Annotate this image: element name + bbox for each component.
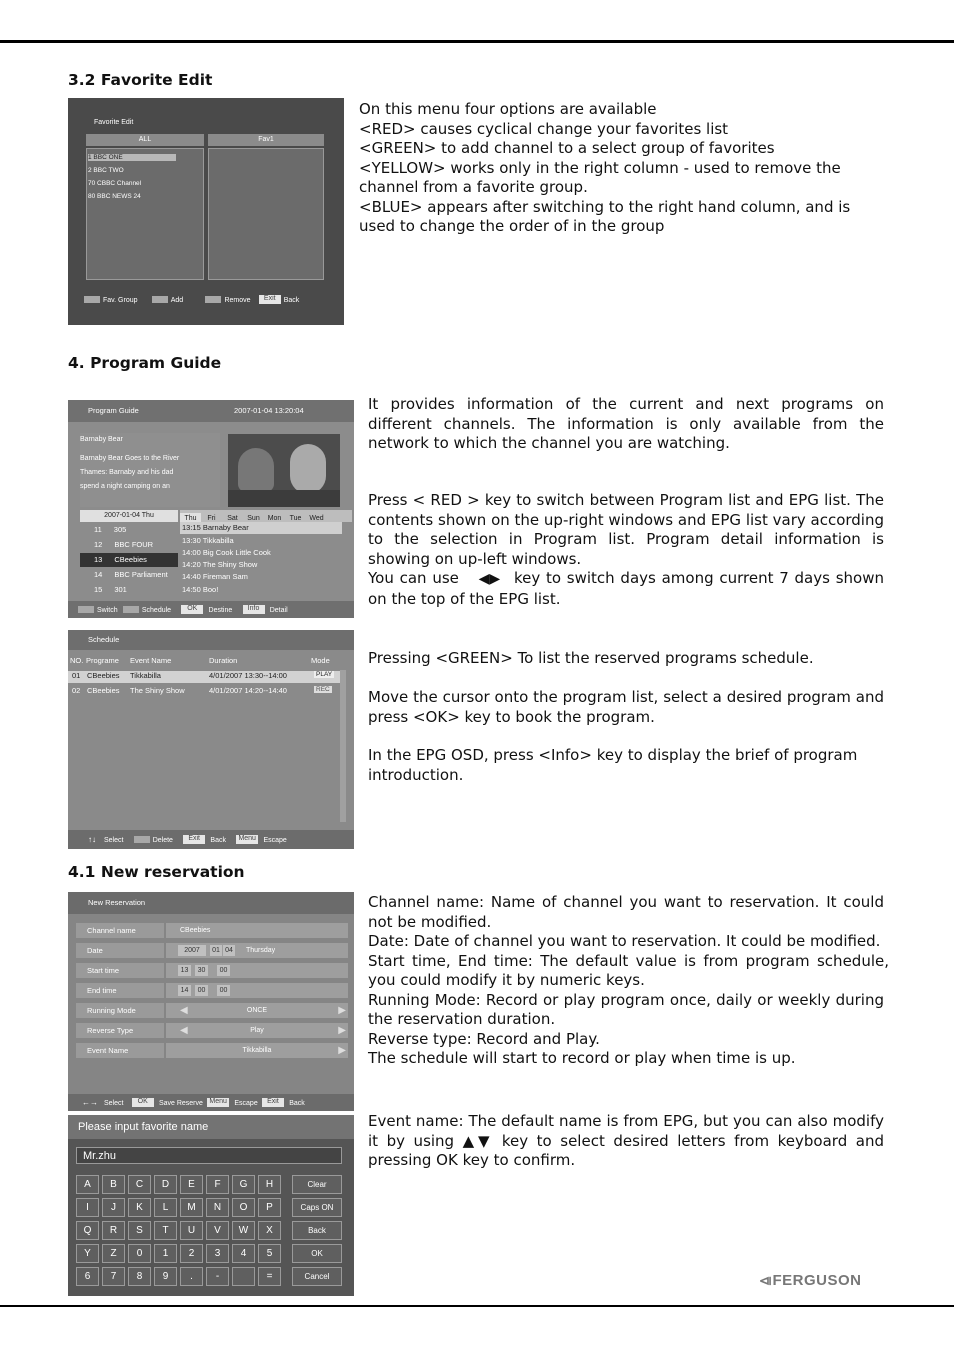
- kb-key[interactable]: F: [206, 1175, 229, 1194]
- pg-event-row[interactable]: 13:30 Tikkabilla: [182, 536, 234, 545]
- kb-key[interactable]: S: [128, 1221, 151, 1240]
- kb-key[interactable]: 2: [180, 1244, 203, 1263]
- kb-name-input[interactable]: Mr.zhu: [76, 1147, 342, 1164]
- fav-channel-item[interactable]: 1 BBC ONE: [88, 154, 176, 161]
- arrow-left-icon: ◀: [180, 1025, 188, 1036]
- program-guide-text-2: Press < RED > key to switch between Program list and EPG list. The contents shown on the up-right windows and EPG list vary according to the selection in Program list. Program detail information is showing on up-left windows. You can use ◀▶ key to switch days among current 7 days shown on the top of the EPG list.: [368, 491, 884, 608]
- sch-header: NO. Programe Event Name Duration Mode: [70, 656, 330, 665]
- pg-date: 2007-01-04 Thu: [80, 510, 178, 522]
- kb-key[interactable]: L: [154, 1198, 177, 1217]
- sch-row[interactable]: 02 CBeebies The Shiny Show 4/01/2007 14:20--14:40 REC: [72, 686, 330, 695]
- schedule-screenshot: [68, 630, 354, 849]
- res-label: Date: [76, 943, 164, 958]
- program-guide-screenshot: [68, 400, 354, 618]
- favorite-edit-heading: 3.2 Favorite Edit: [68, 71, 213, 89]
- arrow-right-icon: ▶: [338, 1005, 346, 1016]
- sch-row[interactable]: 01 CBeebies Tikkabilla 4/01/2007 13:30--14:00 PLAY: [68, 671, 340, 683]
- day-tab[interactable]: Thu: [180, 513, 201, 525]
- kb-key[interactable]: Z: [102, 1244, 125, 1263]
- pg-event-row[interactable]: 14:00 Big Cook Little Cook: [182, 548, 271, 557]
- res-label: Start time: [76, 963, 164, 978]
- pg-event-row[interactable]: 14:20 The Shiny Show: [182, 560, 258, 569]
- kb-key[interactable]: [232, 1267, 255, 1286]
- arrow-right-icon: ▶: [338, 1045, 346, 1056]
- kb-caps-on-button[interactable]: Caps ON: [292, 1198, 342, 1217]
- kb-key[interactable]: X: [258, 1221, 281, 1240]
- kb-key[interactable]: J: [102, 1198, 125, 1217]
- favorite-edit-text: On this menu four options are available <RED> causes cyclical change your favorites list <GREEN> to add channel to a select group of favorites <YELLOW> works only in the right column - used to remove the channel from a favorite group. <BLUE> appears after switching to the right hand column, and is used to change the order of in the group: [359, 100, 851, 235]
- kb-key[interactable]: V: [206, 1221, 229, 1240]
- new-reservation-heading: 4.1 New reservation: [68, 863, 245, 881]
- kb-back-button[interactable]: Back: [292, 1221, 342, 1240]
- program-guide-text: It provides information of the current and next programs on different channels. The information is only available from the network to which the channel you are watching.: [368, 395, 884, 452]
- day-tab[interactable]: Sun: [247, 515, 260, 522]
- day-tab[interactable]: Sat: [227, 515, 238, 522]
- pg-title: Program Guide: [88, 406, 139, 415]
- kb-key[interactable]: 9: [154, 1267, 177, 1286]
- pg-channel-row[interactable]: 12 BBC FOUR: [94, 540, 154, 549]
- fav-right-panel: [208, 148, 324, 280]
- res-label: Channel name: [76, 923, 164, 938]
- kb-key[interactable]: Y: [76, 1244, 99, 1263]
- booking-text: Move the cursor onto the program list, select a desired program and press <OK> key to book the program.: [368, 688, 884, 726]
- pg-detail-panel: Barnaby Bear Barnaby Bear Goes to the River Thames: Barnaby and his dad spend a night camping on an: [80, 433, 220, 507]
- fav-channel-item[interactable]: 70 CBBC Channel: [88, 180, 142, 187]
- kb-key[interactable]: 5: [258, 1244, 281, 1263]
- kb-key[interactable]: I: [76, 1198, 99, 1217]
- day-tab[interactable]: Wed: [309, 515, 324, 522]
- pg-video-preview: [228, 434, 340, 507]
- favorite-edit-screenshot: [68, 98, 344, 325]
- kb-key[interactable]: M: [180, 1198, 203, 1217]
- pg-event-row[interactable]: 14:50 Boo!: [182, 585, 219, 594]
- pg-event-row[interactable]: 13:15 Barnaby Bear: [180, 522, 342, 534]
- fav-legend: Fav. Group Add Remove Exit Back: [68, 293, 344, 307]
- program-guide-heading: 4. Program Guide: [68, 354, 222, 372]
- kb-key[interactable]: C: [128, 1175, 151, 1194]
- arrow-right-icon: ▶: [338, 1025, 346, 1036]
- kb-key[interactable]: 7: [102, 1267, 125, 1286]
- kb-key[interactable]: K: [128, 1198, 151, 1217]
- pg-datetime: 2007-01-04 13:20:04: [234, 406, 304, 415]
- kb-key[interactable]: Q: [76, 1221, 99, 1240]
- kb-key[interactable]: P: [258, 1198, 281, 1217]
- kb-key[interactable]: D: [154, 1175, 177, 1194]
- kb-key[interactable]: .: [180, 1267, 203, 1286]
- kb-key[interactable]: B: [102, 1175, 125, 1194]
- kb-key[interactable]: E: [180, 1175, 203, 1194]
- pg-event-row[interactable]: 14:40 Fireman Sam: [182, 572, 248, 581]
- keyboard-screenshot: [68, 1115, 354, 1296]
- top-rule: [0, 40, 954, 43]
- kb-key[interactable]: A: [76, 1175, 99, 1194]
- pg-day-tabs: [180, 510, 352, 522]
- res-type-select[interactable]: ◀ Play ▶: [166, 1023, 348, 1038]
- kb-key[interactable]: U: [180, 1221, 203, 1240]
- kb-key[interactable]: G: [232, 1175, 255, 1194]
- kb-key[interactable]: 8: [128, 1267, 151, 1286]
- kb-key[interactable]: -: [206, 1267, 229, 1286]
- kb-key[interactable]: 0: [128, 1244, 151, 1263]
- pg-channel-row[interactable]: 13 CBeebies: [80, 553, 178, 567]
- res-start-field[interactable]: 13 30 00: [166, 963, 348, 978]
- reservation-text: Channel name: Name of channel you want to reservation. It could not be modified. Date: Date of channel you want to reservation. It could be modified. Start time, End time: The default value is from program schedule, you could modify it by numeric keys. Running Mode: Record or play program once, daily or weekly during the reservation duration. Reverse type: Record and Play. The schedule will start to record or play when time is up.: [368, 893, 889, 1067]
- left-right-arrows-icon: ◀▶: [478, 571, 501, 587]
- fav-right-header: Fav1: [208, 134, 324, 146]
- sch-legend: ↑↓ Select Delete Exit Back Menu Escape: [68, 830, 354, 849]
- pg-channel-row[interactable]: 15 301: [94, 585, 127, 594]
- day-tab[interactable]: Mon: [267, 515, 282, 522]
- logo-mark-icon: ⧏: [759, 1273, 773, 1288]
- kb-key[interactable]: 6: [76, 1267, 99, 1286]
- sch-title: Schedule: [88, 635, 120, 644]
- pg-channel-row[interactable]: 11 305: [94, 525, 127, 534]
- pg-legend: Switch Schedule OK Destine Info Detail: [68, 601, 354, 618]
- kb-key[interactable]: 1: [154, 1244, 177, 1263]
- pg-channel-row[interactable]: 14 BBC Parliament: [94, 570, 168, 579]
- day-tab[interactable]: Tue: [289, 515, 302, 522]
- kb-key[interactable]: R: [102, 1221, 125, 1240]
- day-tab[interactable]: Fri: [207, 515, 216, 522]
- kb-cancel-button[interactable]: Cancel: [292, 1267, 342, 1286]
- arrow-left-icon: ◀: [180, 1005, 188, 1016]
- kb-key[interactable]: H: [258, 1175, 281, 1194]
- kb-key[interactable]: W: [232, 1221, 255, 1240]
- kb-ok-button[interactable]: OK: [292, 1244, 342, 1263]
- fav-left-header: ALL: [86, 134, 204, 146]
- fav-channel-item[interactable]: 2 BBC TWO: [88, 167, 124, 174]
- kb-key[interactable]: T: [154, 1221, 177, 1240]
- kb-key[interactable]: =: [258, 1267, 281, 1286]
- res-label: End time: [76, 983, 164, 998]
- res-title: New Reservation: [88, 898, 146, 907]
- info-text: In the EPG OSD, press <Info> key to display the brief of program introduction.: [368, 746, 858, 784]
- res-label: Event Name: [76, 1043, 164, 1058]
- fav-title: Favorite Edit: [94, 119, 134, 126]
- res-date-field[interactable]: 2007 01 04 Thursday: [166, 943, 348, 958]
- kb-key[interactable]: N: [206, 1198, 229, 1217]
- kb-title: Please input favorite name: [68, 1115, 354, 1139]
- res-mode-select[interactable]: ◀ ONCE ▶: [166, 1003, 348, 1018]
- fav-channel-item[interactable]: 80 BBC NEWS 24: [88, 193, 141, 200]
- res-event-field[interactable]: Tikkabilla ▶: [166, 1043, 348, 1058]
- kb-key[interactable]: O: [232, 1198, 255, 1217]
- sch-scrollbar[interactable]: [340, 670, 346, 822]
- kb-key[interactable]: 4: [232, 1244, 255, 1263]
- schedule-text: Pressing <GREEN> To list the reserved programs schedule.: [368, 649, 814, 667]
- kb-clear-button[interactable]: Clear: [292, 1175, 342, 1194]
- bottom-rule: [0, 1305, 954, 1307]
- new-reservation-screenshot: [68, 892, 354, 1111]
- res-legend: ←→ Select OK Save Reserve Menu Escape Exit Back: [68, 1094, 354, 1111]
- res-label: Running Mode: [76, 1003, 164, 1018]
- ferguson-logo: ⧏FERGUSON: [759, 1272, 862, 1289]
- res-channel-field: CBeebies: [166, 923, 348, 938]
- kb-key[interactable]: 3: [206, 1244, 229, 1263]
- res-label: Reverse Type: [76, 1023, 164, 1038]
- res-end-field[interactable]: 14 00 00: [166, 983, 348, 998]
- event-name-text: Event name: The default name is from EPG, but you can also modify it by using ▲▼ key to select desired letters from keyboard and pressing OK key to confirm.: [368, 1112, 884, 1169]
